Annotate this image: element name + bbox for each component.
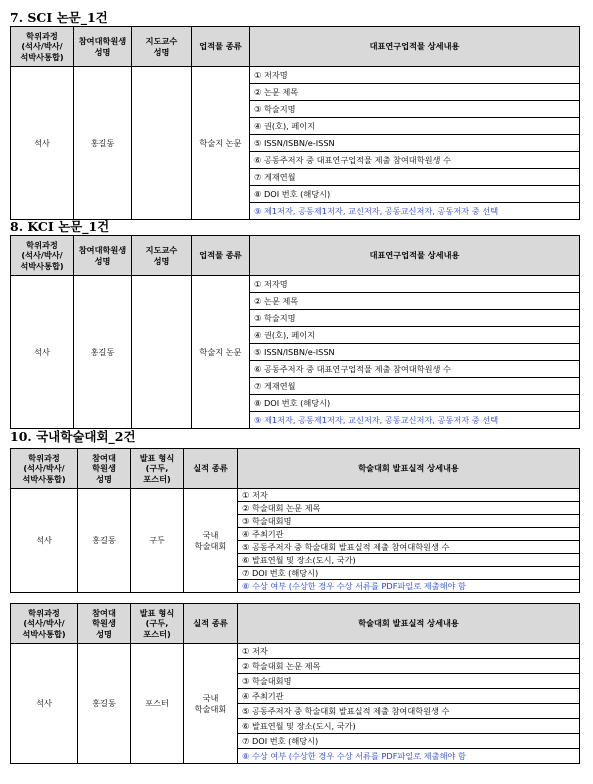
detail-item: ⑦ 게재연월 <box>250 378 580 395</box>
header-student: 참여대학원생 성명 <box>74 236 132 276</box>
detail-item: ② 학술대회 논문 제목 <box>238 659 580 674</box>
detail-item: ④ 권(호), 페이지 <box>250 327 580 344</box>
detail-item: ② 논문 제목 <box>250 84 580 101</box>
detail-item: ① 저자명 <box>250 67 580 84</box>
header-details: 학술대회 발표실적 상세내용 <box>238 449 580 489</box>
header-format: 발표 형식 (구두, 포스터) <box>131 604 184 644</box>
detail-item: ④ 권(호), 페이지 <box>250 118 580 135</box>
header-format: 발표 형식 (구두, 포스터) <box>131 449 184 489</box>
header-student: 참여대 학원생 성명 <box>78 604 131 644</box>
header-student: 참여대 학원생 성명 <box>78 449 131 489</box>
header-type: 업적물 종류 <box>192 27 250 67</box>
header-degree: 학위과정 (석사/박사/ 석박사통합) <box>11 604 78 644</box>
type-cell: 국내 학술대회 <box>184 644 238 764</box>
detail-item: ⑦ 게재연월 <box>250 169 580 186</box>
detail-item: ⑤ 공동주저자 중 학술대회 발표실적 제출 참여대학원생 수 <box>238 704 580 719</box>
student-cell: 홍길동 <box>74 276 132 429</box>
degree-cell: 석사 <box>11 644 78 764</box>
header-type: 실적 종류 <box>184 604 238 644</box>
section-8-title: 8. KCI 논문_1건 <box>10 219 110 234</box>
detail-item-author-role: ⑨ 제1저자, 공동제1저자, 교신저자, 공동교신저자, 공동저자 중 선택 <box>250 203 580 220</box>
degree-cell: 석사 <box>11 489 78 593</box>
header-degree: 학위과정 (석사/박사/ 석박사통합) <box>11 27 74 67</box>
detail-item-award: ⑧ 수상 여부 (수상한 경우 수상 서류를 PDF파일로 제출해야 함 <box>238 580 580 593</box>
advisor-cell <box>132 67 192 220</box>
detail-item: ⑤ ISSN/ISBN/e-ISSN <box>250 135 580 152</box>
header-advisor: 지도교수 성명 <box>132 27 192 67</box>
detail-item: ⑧ DOI 번호 (해당시) <box>250 395 580 412</box>
conference-table-poster <box>10 603 580 764</box>
header-degree: 학위과정 (석사/박사/ 석박사통합) <box>11 236 74 276</box>
header-advisor: 지도교수 성명 <box>132 236 192 276</box>
detail-item: ⑥ 공동주저자 중 대표연구업적물 제출 참여대학원생 수 <box>250 152 580 169</box>
header-type: 실적 종류 <box>184 449 238 489</box>
detail-item: ⑥ 공동주저자 중 대표연구업적물 제출 참여대학원생 수 <box>250 361 580 378</box>
section-7-title: 7. SCI 논문_1건 <box>10 10 108 25</box>
type-cell: 학술지 논문 <box>192 67 250 220</box>
detail-item: ⑧ DOI 번호 (해당시) <box>250 186 580 203</box>
detail-item: ③ 학술지명 <box>250 101 580 118</box>
detail-item-author-role: ⑨ 제1저자, 공동제1저자, 교신저자, 공동교신저자, 공동저자 중 선택 <box>250 412 580 429</box>
detail-item: ① 저자명 <box>250 276 580 293</box>
detail-item: ⑥ 발표연월 및 장소(도시, 국가) <box>238 554 580 567</box>
format-cell: 포스터 <box>131 644 184 764</box>
detail-item: ④ 주최기관 <box>238 528 580 541</box>
type-cell: 학술지 논문 <box>192 276 250 429</box>
degree-cell: 석사 <box>11 276 74 429</box>
header-details: 학술대회 발표실적 상세내용 <box>238 604 580 644</box>
student-cell: 홍길동 <box>74 67 132 220</box>
detail-item: ② 논문 제목 <box>250 293 580 310</box>
detail-item: ⑤ 공동주저자 중 학술대회 발표실적 제출 참여대학원생 수 <box>238 541 580 554</box>
detail-item: ⑥ 발표연월 및 장소(도시, 국가) <box>238 719 580 734</box>
kci-paper-table <box>10 235 580 429</box>
format-cell: 구두 <box>131 489 184 593</box>
detail-item: ① 저자 <box>238 644 580 659</box>
type-cell: 국내 학술대회 <box>184 489 238 593</box>
detail-item: ③ 학술지명 <box>250 310 580 327</box>
detail-item: ③ 학술대회명 <box>238 515 580 528</box>
student-cell: 홍길동 <box>78 489 131 593</box>
detail-item: ④ 주최기관 <box>238 689 580 704</box>
student-cell: 홍길동 <box>78 644 131 764</box>
advisor-cell <box>132 276 192 429</box>
header-degree: 학위과정 (석사/박사/ 석박사통합) <box>11 449 78 489</box>
detail-item: ③ 학술대회명 <box>238 674 580 689</box>
section-10-title: 10. 국내학술대회_2건 <box>10 429 136 444</box>
header-student: 참여대학원생 성명 <box>74 27 132 67</box>
detail-item: ⑦ DOI 번호 (해당시) <box>238 734 580 749</box>
header-details: 대표연구업적물 상세내용 <box>250 236 580 276</box>
sci-paper-table <box>10 26 580 220</box>
detail-item-award: ⑧ 수상 여부 (수상한 경우 수상 서류를 PDF파일로 제출해야 함 <box>238 749 580 764</box>
header-details: 대표연구업적물 상세내용 <box>250 27 580 67</box>
degree-cell: 석사 <box>11 67 74 220</box>
header-type: 업적물 종류 <box>192 236 250 276</box>
detail-item: ⑦ DOI 번호 (해당시) <box>238 567 580 580</box>
detail-item: ② 학술대회 논문 제목 <box>238 502 580 515</box>
detail-item: ① 저자 <box>238 489 580 502</box>
conference-table-oral <box>10 448 580 593</box>
detail-item: ⑤ ISSN/ISBN/e-ISSN <box>250 344 580 361</box>
